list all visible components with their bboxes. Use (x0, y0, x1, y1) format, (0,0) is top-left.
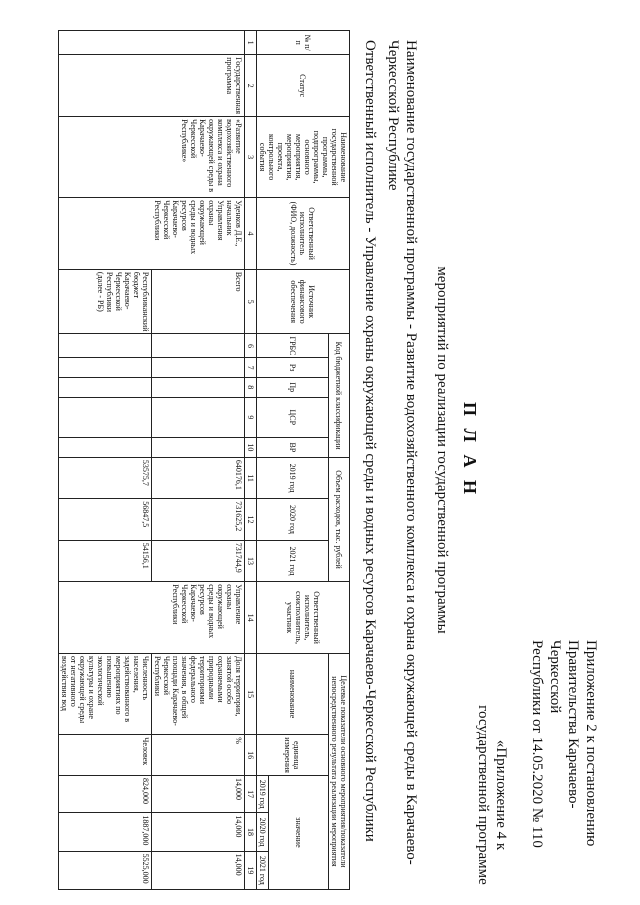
col-csr-header: ЦСР (257, 397, 329, 437)
col-number: 18 (245, 813, 257, 851)
row-co-executor: Управление охраны окружающей среды и водных ресурсов Карачаево-Черкесской Республики (59, 582, 245, 654)
row-rb-2019: 53575,7 (59, 457, 152, 498)
col-2020-header: 2020 год (257, 499, 329, 540)
col-budget-code-header: Код бюджетной классификации (329, 334, 350, 457)
responsible-executor: Ответственный исполнитель - Управление охраны окружающей среды и водных ресурсов Карачаево-Черкесской Республики (362, 40, 378, 842)
program-name: Наименование государственной программы - Развитие водохозяйственного комплекса и охрана окружающей среды в Карачаево-Черкесской Республике (385, 40, 419, 865)
appendix-line: Республики от 14.05.2020 № 110 (529, 640, 545, 848)
row-target2-name: Численность населения, задействованного в мероприятиях по повышению экологической культуры и охране окружающей среды от негативного воздействия вод (59, 653, 152, 734)
col-grbs-header: ГРБС (257, 334, 329, 358)
program-appendix-line: «Приложение 4 к (493, 739, 509, 851)
row-target1-2020: 14,000 (152, 813, 245, 851)
col-num-header: № п/п (257, 31, 350, 55)
row-rb-2021: 54156,1 (59, 540, 152, 581)
col-value-2019-header: 2019 год (257, 775, 269, 812)
appendix-line: Приложение 2 к постановлению (583, 640, 599, 847)
col-number: 19 (245, 851, 257, 889)
col-number: 8 (245, 377, 257, 397)
row-target1-2021: 14,000 (152, 851, 245, 889)
plan-table (58, 30, 350, 890)
col-number: 11 (245, 457, 257, 498)
plan-subtitle: мероприятий по реализации государственной программы (434, 266, 450, 634)
row-pr (59, 377, 152, 397)
row-status: Государственная программа (59, 55, 245, 117)
col-number: 16 (245, 735, 257, 776)
program-appendix-line: государственной программе (475, 705, 491, 885)
row-total-2020: 731625,2 (152, 499, 245, 540)
row-total-2021: 731744,9 (152, 540, 245, 581)
col-number: 10 (245, 438, 257, 458)
col-number: 14 (245, 582, 257, 654)
col-number: 13 (245, 540, 257, 581)
col-number: 12 (245, 499, 257, 540)
row-rz (152, 358, 245, 377)
row-target1-2019: 14,000 (152, 775, 245, 812)
col-rz-header: Рз (257, 358, 329, 377)
col-number: 2 (245, 55, 257, 117)
row-name: «Развитие водохозяйственного комплекса и охрана окружающей среды в Карачаево-Черкесской Республике» (59, 117, 245, 198)
col-number: 1 (245, 31, 257, 55)
col-2021-header: 2021 год (257, 540, 329, 581)
row-vr (152, 438, 245, 458)
row-pr (152, 377, 245, 397)
col-2019-header: 2019 год (257, 457, 329, 498)
col-unit-header: единица измерения (257, 735, 329, 776)
col-number: 7 (245, 358, 257, 377)
col-value-2021-header: 2021 год (257, 851, 269, 889)
row-grbs (152, 334, 245, 358)
row-source-rb: Республиканский бюджет Карачаево-Черкесской Республики (далее - РБ) (59, 269, 152, 334)
row-grbs (59, 334, 152, 358)
appendix-header (528, 640, 600, 880)
column-number-row (245, 31, 257, 890)
col-targets-header: Целевые показатели основного мероприятия/показатели непосредственного результата реализации мероприятия (329, 653, 350, 889)
program-appendix-header (474, 700, 510, 890)
row-target1-name: Доля территории, занятой особо охраняемыми природными территориями федерального значения, в общей площади Карачаево-Черкесской Республики (152, 653, 245, 734)
col-source-header: Источник финансового обеспечения (257, 269, 350, 334)
appendix-line: Правительства Карачаево-Черкесской (547, 640, 581, 809)
row-target2-2019: 824,000 (59, 775, 152, 812)
row-total-2019: 640176,1 (152, 457, 245, 498)
row-target2-2020: 1887,000 (59, 813, 152, 851)
row-csr (59, 397, 152, 437)
col-number: 6 (245, 334, 257, 358)
col-status-header: Статус (257, 55, 350, 117)
row-target2-unit: Человек (59, 735, 152, 776)
col-number: 17 (245, 775, 257, 812)
col-number: 15 (245, 653, 257, 734)
col-expenses-header: Объем расходов, тыс. рублей (329, 457, 350, 581)
col-number: 5 (245, 269, 257, 334)
row-source-total: Всего (152, 269, 245, 334)
col-vr-header: ВР (257, 438, 329, 458)
row-vr (59, 438, 152, 458)
plan-title: П Л А Н (460, 402, 480, 498)
row-rb-2020: 56847,5 (59, 499, 152, 540)
row-target1-unit: % (152, 735, 245, 776)
row-executor: Уденков Д.Е., начальник Управления охраны окружающей среды и водных ресурсов Карачаево-Черкесской Республики (59, 198, 245, 270)
table-row (152, 31, 245, 890)
row-csr (152, 397, 245, 437)
col-executor-header: Ответственный исполнитель (ФИО, должность) (257, 198, 350, 270)
row-num (59, 31, 245, 55)
col-value-2020-header: 2020 год (257, 813, 269, 851)
col-target-name-header: наименование (257, 653, 329, 734)
col-number: 3 (245, 117, 257, 198)
row-rz (59, 358, 152, 377)
col-number: 9 (245, 397, 257, 437)
col-co-executor-header: Ответственный исполнитель, соисполнитель, участник (257, 582, 350, 654)
col-name-header: Наименование государственной программы, подпрограммы, основного мероприятия, мероприятия, проекта, контрольного события (257, 117, 350, 198)
col-pr-header: Пр (257, 377, 329, 397)
row-target2-2021: 5525,000 (59, 851, 152, 889)
col-number: 4 (245, 198, 257, 270)
col-value-header: значение (269, 775, 329, 889)
